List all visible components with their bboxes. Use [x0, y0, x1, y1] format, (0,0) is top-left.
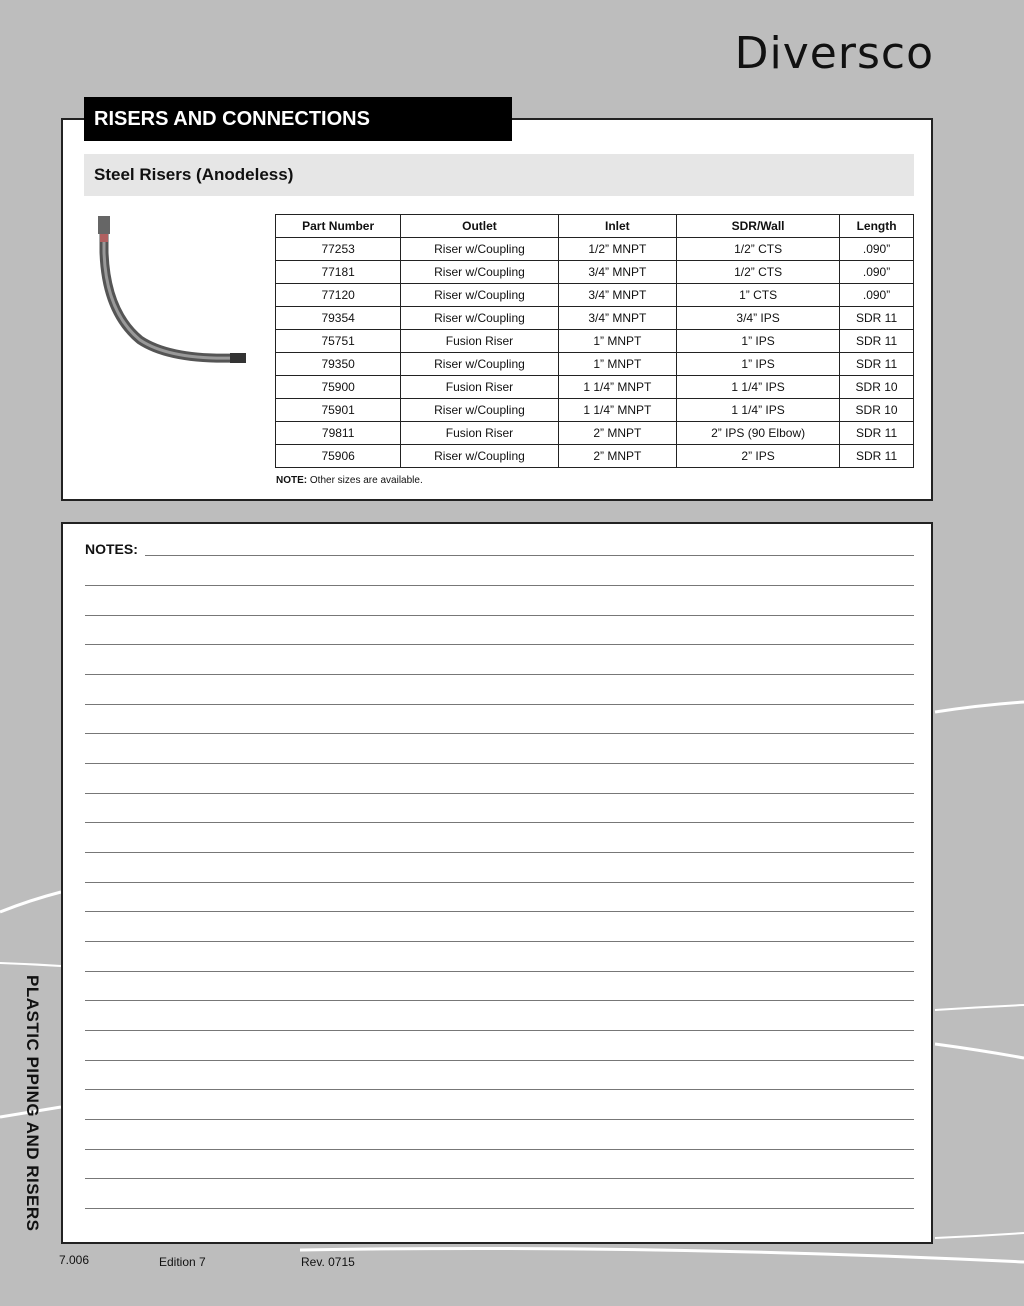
notes-line	[85, 822, 914, 823]
notes-line	[85, 615, 914, 616]
cell-inlet: 2” MNPT	[558, 445, 676, 468]
cell-length: SDR 10	[840, 399, 914, 422]
notes-first-line	[145, 555, 914, 556]
cell-part-number: 75900	[276, 376, 401, 399]
cell-outlet: Riser w/Coupling	[401, 238, 558, 261]
header-inlet: Inlet	[558, 215, 676, 238]
table-row	[276, 422, 914, 445]
cell-length: SDR 11	[840, 353, 914, 376]
sizes-note	[276, 475, 423, 486]
notes-line	[85, 1208, 914, 1209]
notes-line	[85, 971, 914, 972]
notes-panel	[61, 522, 933, 1244]
notes-line	[85, 1000, 914, 1001]
cell-outlet: Riser w/Coupling	[401, 261, 558, 284]
cell-part-number: 75901	[276, 399, 401, 422]
cell-length: .090”	[840, 238, 914, 261]
cell-length: SDR 11	[840, 330, 914, 353]
cell-length: SDR 11	[840, 445, 914, 468]
table-row	[276, 376, 914, 399]
cell-outlet: Riser w/Coupling	[401, 353, 558, 376]
note-text: Other sizes are available.	[309, 475, 423, 486]
notes-line	[85, 1149, 914, 1150]
cell-part-number: 77181	[276, 261, 401, 284]
notes-line	[85, 1030, 914, 1031]
cell-outlet: Fusion Riser	[401, 330, 558, 353]
table-row	[276, 353, 914, 376]
cell-sdr-wall: 2” IPS	[677, 445, 840, 468]
cell-inlet: 3/4” MNPT	[558, 261, 676, 284]
cell-inlet: 1/2” MNPT	[558, 238, 676, 261]
cell-inlet: 3/4” MNPT	[558, 284, 676, 307]
cell-part-number: 77253	[276, 238, 401, 261]
cell-sdr-wall: 2” IPS (90 Elbow)	[677, 422, 840, 445]
table-row	[276, 307, 914, 330]
cell-outlet: Riser w/Coupling	[401, 445, 558, 468]
table-row	[276, 330, 914, 353]
header-length: Length	[840, 215, 914, 238]
cell-outlet: Fusion Riser	[401, 422, 558, 445]
cell-inlet: 1” MNPT	[558, 330, 676, 353]
cell-outlet: Riser w/Coupling	[401, 284, 558, 307]
cell-part-number: 79350	[276, 353, 401, 376]
parts-table	[275, 214, 914, 468]
note-label: NOTE:	[276, 475, 308, 486]
page-number: 7.006	[59, 1253, 90, 1267]
notes-line	[85, 852, 914, 853]
notes-line	[85, 793, 914, 794]
cell-length: SDR 11	[840, 307, 914, 330]
cell-length: SDR 11	[840, 422, 914, 445]
cell-inlet: 1 1/4” MNPT	[558, 399, 676, 422]
cell-length: .090”	[840, 261, 914, 284]
cell-part-number: 75906	[276, 445, 401, 468]
cell-part-number: 79811	[276, 422, 401, 445]
table-row	[276, 284, 914, 307]
cell-inlet: 1” MNPT	[558, 353, 676, 376]
cell-outlet: Riser w/Coupling	[401, 399, 558, 422]
cell-length: .090”	[840, 284, 914, 307]
cell-inlet: 2” MNPT	[558, 422, 676, 445]
cell-sdr-wall: 1” CTS	[677, 284, 840, 307]
cell-inlet: 3/4” MNPT	[558, 307, 676, 330]
notes-line	[85, 1089, 914, 1090]
notes-line	[85, 763, 914, 764]
side-section-title: PLASTIC PIPING AND RISERS	[23, 975, 42, 1232]
table-row	[276, 445, 914, 468]
cell-sdr-wall: 1” IPS	[677, 330, 840, 353]
notes-line	[85, 941, 914, 942]
cell-part-number: 75751	[276, 330, 401, 353]
header-sdr-wall: SDR/Wall	[677, 215, 840, 238]
cell-part-number: 77120	[276, 284, 401, 307]
cell-inlet: 1 1/4” MNPT	[558, 376, 676, 399]
notes-line	[85, 644, 914, 645]
notes-line	[85, 733, 914, 734]
cell-sdr-wall: 1/2” CTS	[677, 238, 840, 261]
cell-part-number: 79354	[276, 307, 401, 330]
notes-line	[85, 674, 914, 675]
notes-line	[85, 1178, 914, 1179]
header-part-number: Part Number	[276, 215, 401, 238]
section-title: RISERS AND CONNECTIONS	[84, 97, 512, 141]
cell-length: SDR 10	[840, 376, 914, 399]
cell-sdr-wall: 1” IPS	[677, 353, 840, 376]
diversco-logo: Diversco	[734, 28, 934, 79]
notes-line	[85, 1060, 914, 1061]
cell-outlet: Riser w/Coupling	[401, 307, 558, 330]
notes-line	[85, 585, 914, 586]
cell-outlet: Fusion Riser	[401, 376, 558, 399]
header-outlet: Outlet	[401, 215, 558, 238]
notes-line	[85, 882, 914, 883]
notes-line	[85, 911, 914, 912]
product-subtitle: Steel Risers (Anodeless)	[84, 154, 914, 196]
notes-line	[85, 704, 914, 705]
edition-label: Edition 7	[159, 1255, 206, 1269]
table-row	[276, 261, 914, 284]
cell-sdr-wall: 1/2” CTS	[677, 261, 840, 284]
cell-sdr-wall: 1 1/4” IPS	[677, 399, 840, 422]
table-row	[276, 399, 914, 422]
notes-label: NOTES:	[85, 541, 138, 557]
cell-sdr-wall: 3/4” IPS	[677, 307, 840, 330]
steel-riser-pipe-icon	[90, 212, 250, 372]
cell-sdr-wall: 1 1/4” IPS	[677, 376, 840, 399]
notes-line	[85, 1119, 914, 1120]
table-header-row	[276, 215, 914, 238]
table-row	[276, 238, 914, 261]
revision-label: Rev. 0715	[301, 1255, 355, 1269]
